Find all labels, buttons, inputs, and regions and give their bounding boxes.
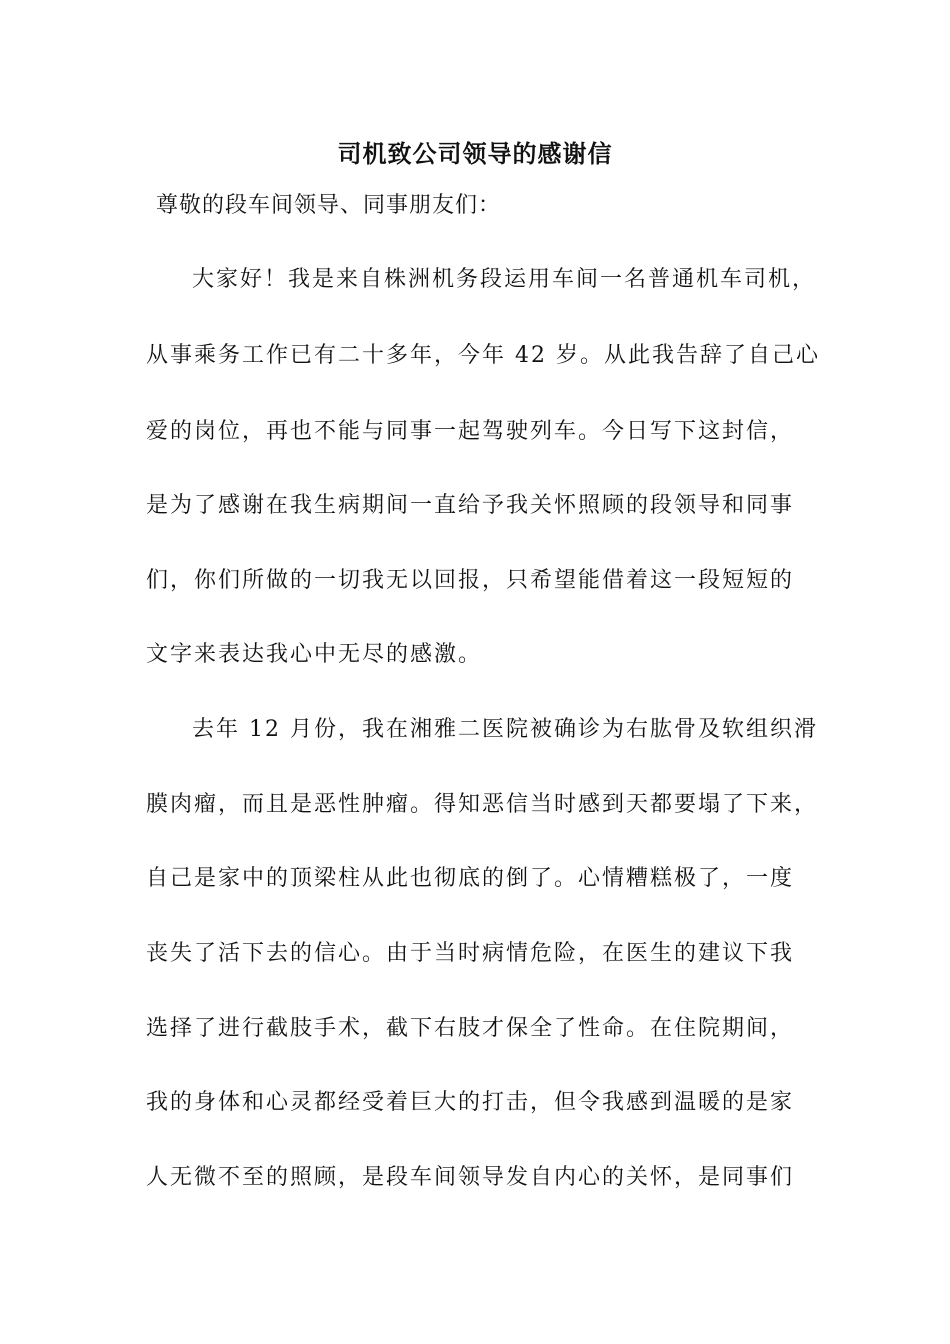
salutation: 尊敬的段车间领导、同事朋友们： (156, 193, 502, 218)
paragraph-line: 丧失了活下去的信心。由于当时病情危险，在医生的建议下我 (146, 941, 795, 966)
paragraph-line: 爱的岗位，再也不能与同事一起驾驶列车。今日写下这封信， (146, 419, 795, 444)
paragraph-line: 从事乘务工作已有二十多年，今年 42 岁。从此我告辞了自己心 (146, 343, 820, 368)
paragraph-line: 大家好！我是来自株洲机务段运用车间一名普通机车司机， (192, 267, 817, 292)
paragraph-line: 是为了感谢在我生病期间一直给予我关怀照顾的段领导和同事 (146, 493, 795, 518)
paragraph-line: 文字来表达我心中无尽的感激。 (146, 642, 483, 667)
paragraph-line: 人无微不至的照顾，是段车间领导发自内心的关怀，是同事们 (146, 1165, 795, 1190)
paragraph-line: 们，你们所做的一切我无以回报，只希望能借着这一段短短的 (146, 568, 795, 593)
paragraph-line: 我的身体和心灵都经受着巨大的打击，但令我感到温暖的是家 (146, 1090, 795, 1115)
paragraph-line: 选择了进行截肢手术，截下右肢才保全了性命。在住院期间， (146, 1016, 795, 1041)
paragraph-line: 膜肉瘤，而且是恶性肿瘤。得知恶信当时感到天都要塌了下来， (146, 792, 819, 817)
paragraph-line: 自己是家中的顶梁柱从此也彻底的倒了。心情糟糕极了，一度 (146, 866, 795, 891)
paragraph-line: 去年 12 月份，我在湘雅二医院被确诊为右肱骨及软组织滑 (192, 717, 818, 742)
document-title: 司机致公司领导的感谢信 (337, 140, 613, 168)
